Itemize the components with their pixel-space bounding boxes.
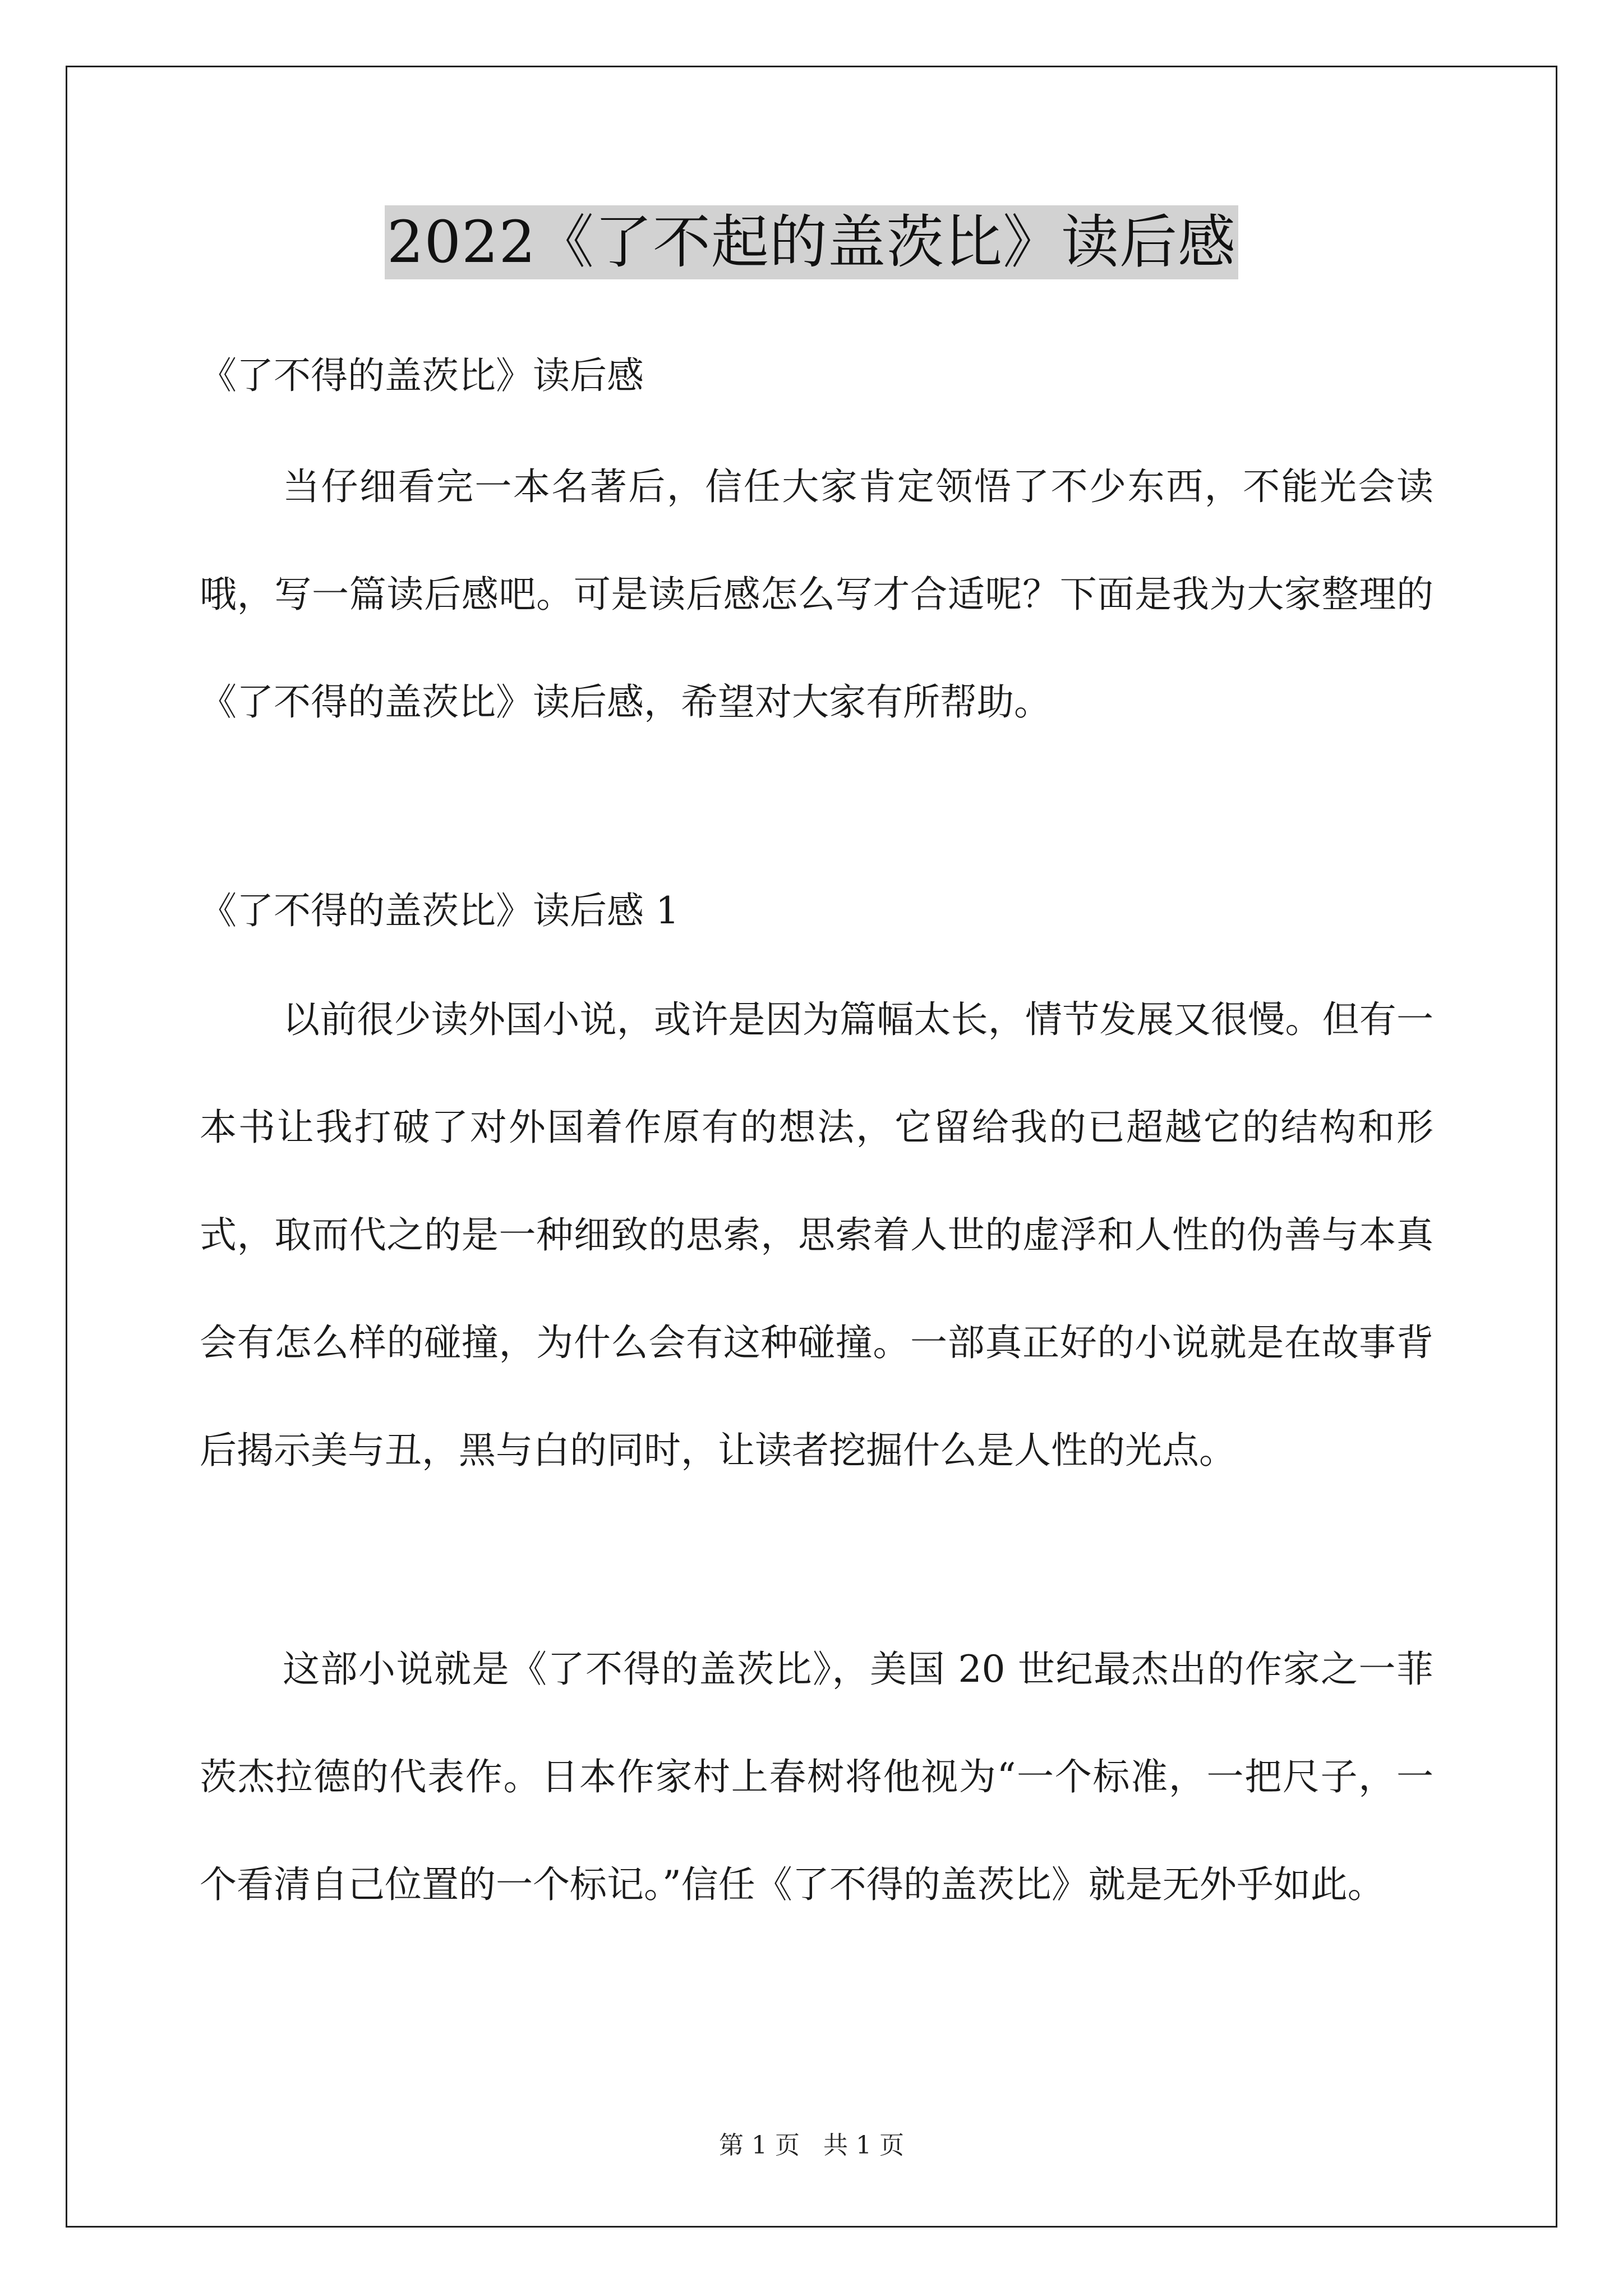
page-number: 第 1 页 bbox=[719, 2131, 800, 2160]
body-paragraph-2: 这部小说就是《了不得的盖茨比》，美国 20 世纪最杰出的作家之一菲茨杰拉德的代表作。日本作家村上春树将他视为“一个标准，一把尺子，一个看清自己位置的一个标记。”信任《了不得的盖茨比》就是无外乎如此。 bbox=[200, 1648, 1433, 1906]
page-title: 2022《了不起的盖茨比》读后感 bbox=[385, 205, 1238, 279]
page-footer bbox=[0, 2129, 1623, 2162]
body-paragraph-1: 以前很少读外国小说，或许是因为篇幅太长，情节发展又很慢。但有一本书让我打破了对外国着作原有的想法，它留给我的已超越它的结构和形式，取而代之的是一种细致的思索，思索着人世的虚浮和人性的伪善与本真会有怎么样的碰撞，为什么会有这种碰撞。一部真正好的小说就是在故事背后揭示美与丑，黑与白的同时，让读者挖掘什么是人性的光点。 bbox=[200, 998, 1433, 1472]
title-container bbox=[0, 205, 1623, 279]
section-heading: 《了不得的盖茨比》读后感 1 bbox=[200, 889, 679, 932]
intro-paragraph: 当仔细看完一本名著后，信任大家肯定领悟了不少东西，不能光会读哦，写一篇读后感吧。可是读后感怎么写才合适呢？下面是我为大家整理的《了不得的盖茨比》读后感，希望对大家有所帮助。 bbox=[200, 465, 1433, 724]
page-total: 共 1 页 bbox=[823, 2131, 904, 2160]
subtitle: 《了不得的盖茨比》读后感 bbox=[200, 354, 644, 397]
